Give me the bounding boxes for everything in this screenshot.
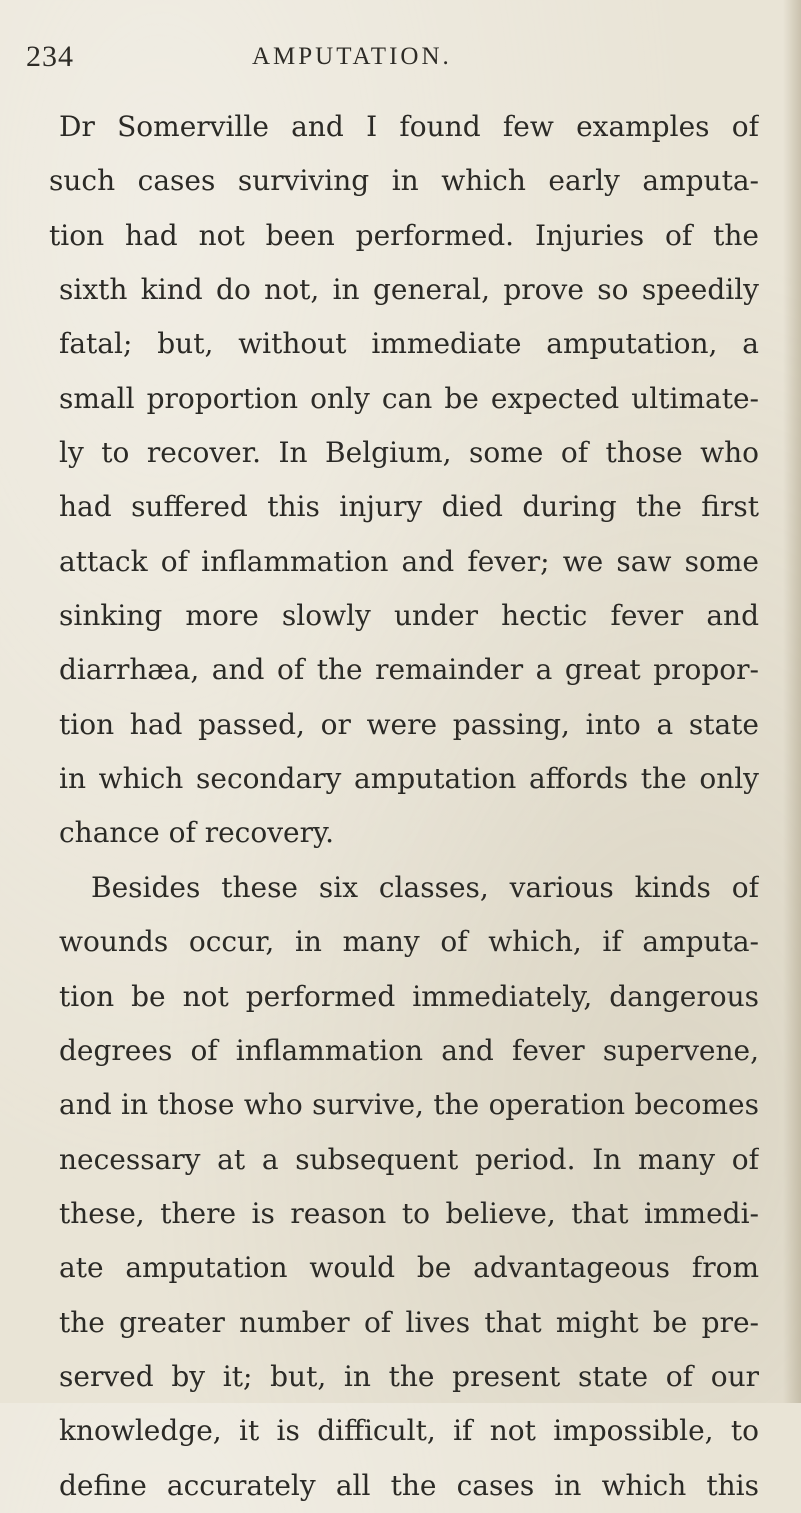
text-line: knowledge, it is difficult, if not impossible, to — [59, 1414, 759, 1448]
running-head: AMPUTATION. — [252, 43, 452, 70]
page-header — [20, 40, 780, 80]
text-line: ate amputation would be advantageous from — [59, 1251, 759, 1285]
text-line: wounds occur, in many of which, if amputa- — [59, 925, 759, 959]
text-line: Besides these six classes, various kinds of — [91, 870, 759, 904]
text-line: tion had passed, or were passing, into a state — [59, 707, 759, 741]
text-line: the greater number of lives that might be pre- — [59, 1305, 759, 1339]
text-line: these, there is reason to believe, that immedi- — [59, 1196, 759, 1230]
text-line: degrees of inflammation and fever supervene, — [59, 1033, 759, 1067]
text-line: fatal; but, without immediate amputation, a — [59, 327, 759, 361]
text-line: necessary at a subsequent period. In many of — [59, 1142, 759, 1176]
text-line: Dr Somerville and I found few examples of — [59, 110, 759, 143]
text-line: define accurately all the cases in which this — [59, 1468, 759, 1502]
text-line: small proportion only can be expected ultimate- — [59, 381, 759, 415]
text-line: served by it; but, in the present state of our — [59, 1359, 759, 1393]
text-line: such cases surviving in which early amputa- — [49, 164, 759, 198]
text-line: ly to recover. In Belgium, some of those who — [59, 436, 759, 470]
text-line: sixth kind do not, in general, prove so speedily — [59, 273, 759, 307]
text-line: had suffered this injury died during the first — [59, 490, 759, 524]
text-line: tion had not been performed. Injuries of the — [49, 218, 759, 252]
page-number: 234 — [26, 40, 74, 73]
text-line: tion be not performed immediately, dangerous — [59, 979, 759, 1013]
body-text — [49, 100, 759, 1513]
page-edge-shadow — [783, 0, 801, 1403]
text-line: chance of recovery. — [59, 816, 334, 850]
text-line: sinking more slowly under hectic fever and — [59, 599, 759, 633]
text-line: diarrhæa, and of the remainder a great propor- — [59, 653, 759, 687]
text-line: attack of inflammation and fever; we saw some — [59, 544, 759, 578]
text-line: in which secondary amputation affords the only — [59, 762, 759, 796]
text-line: and in those who survive, the operation becomes — [59, 1088, 759, 1122]
